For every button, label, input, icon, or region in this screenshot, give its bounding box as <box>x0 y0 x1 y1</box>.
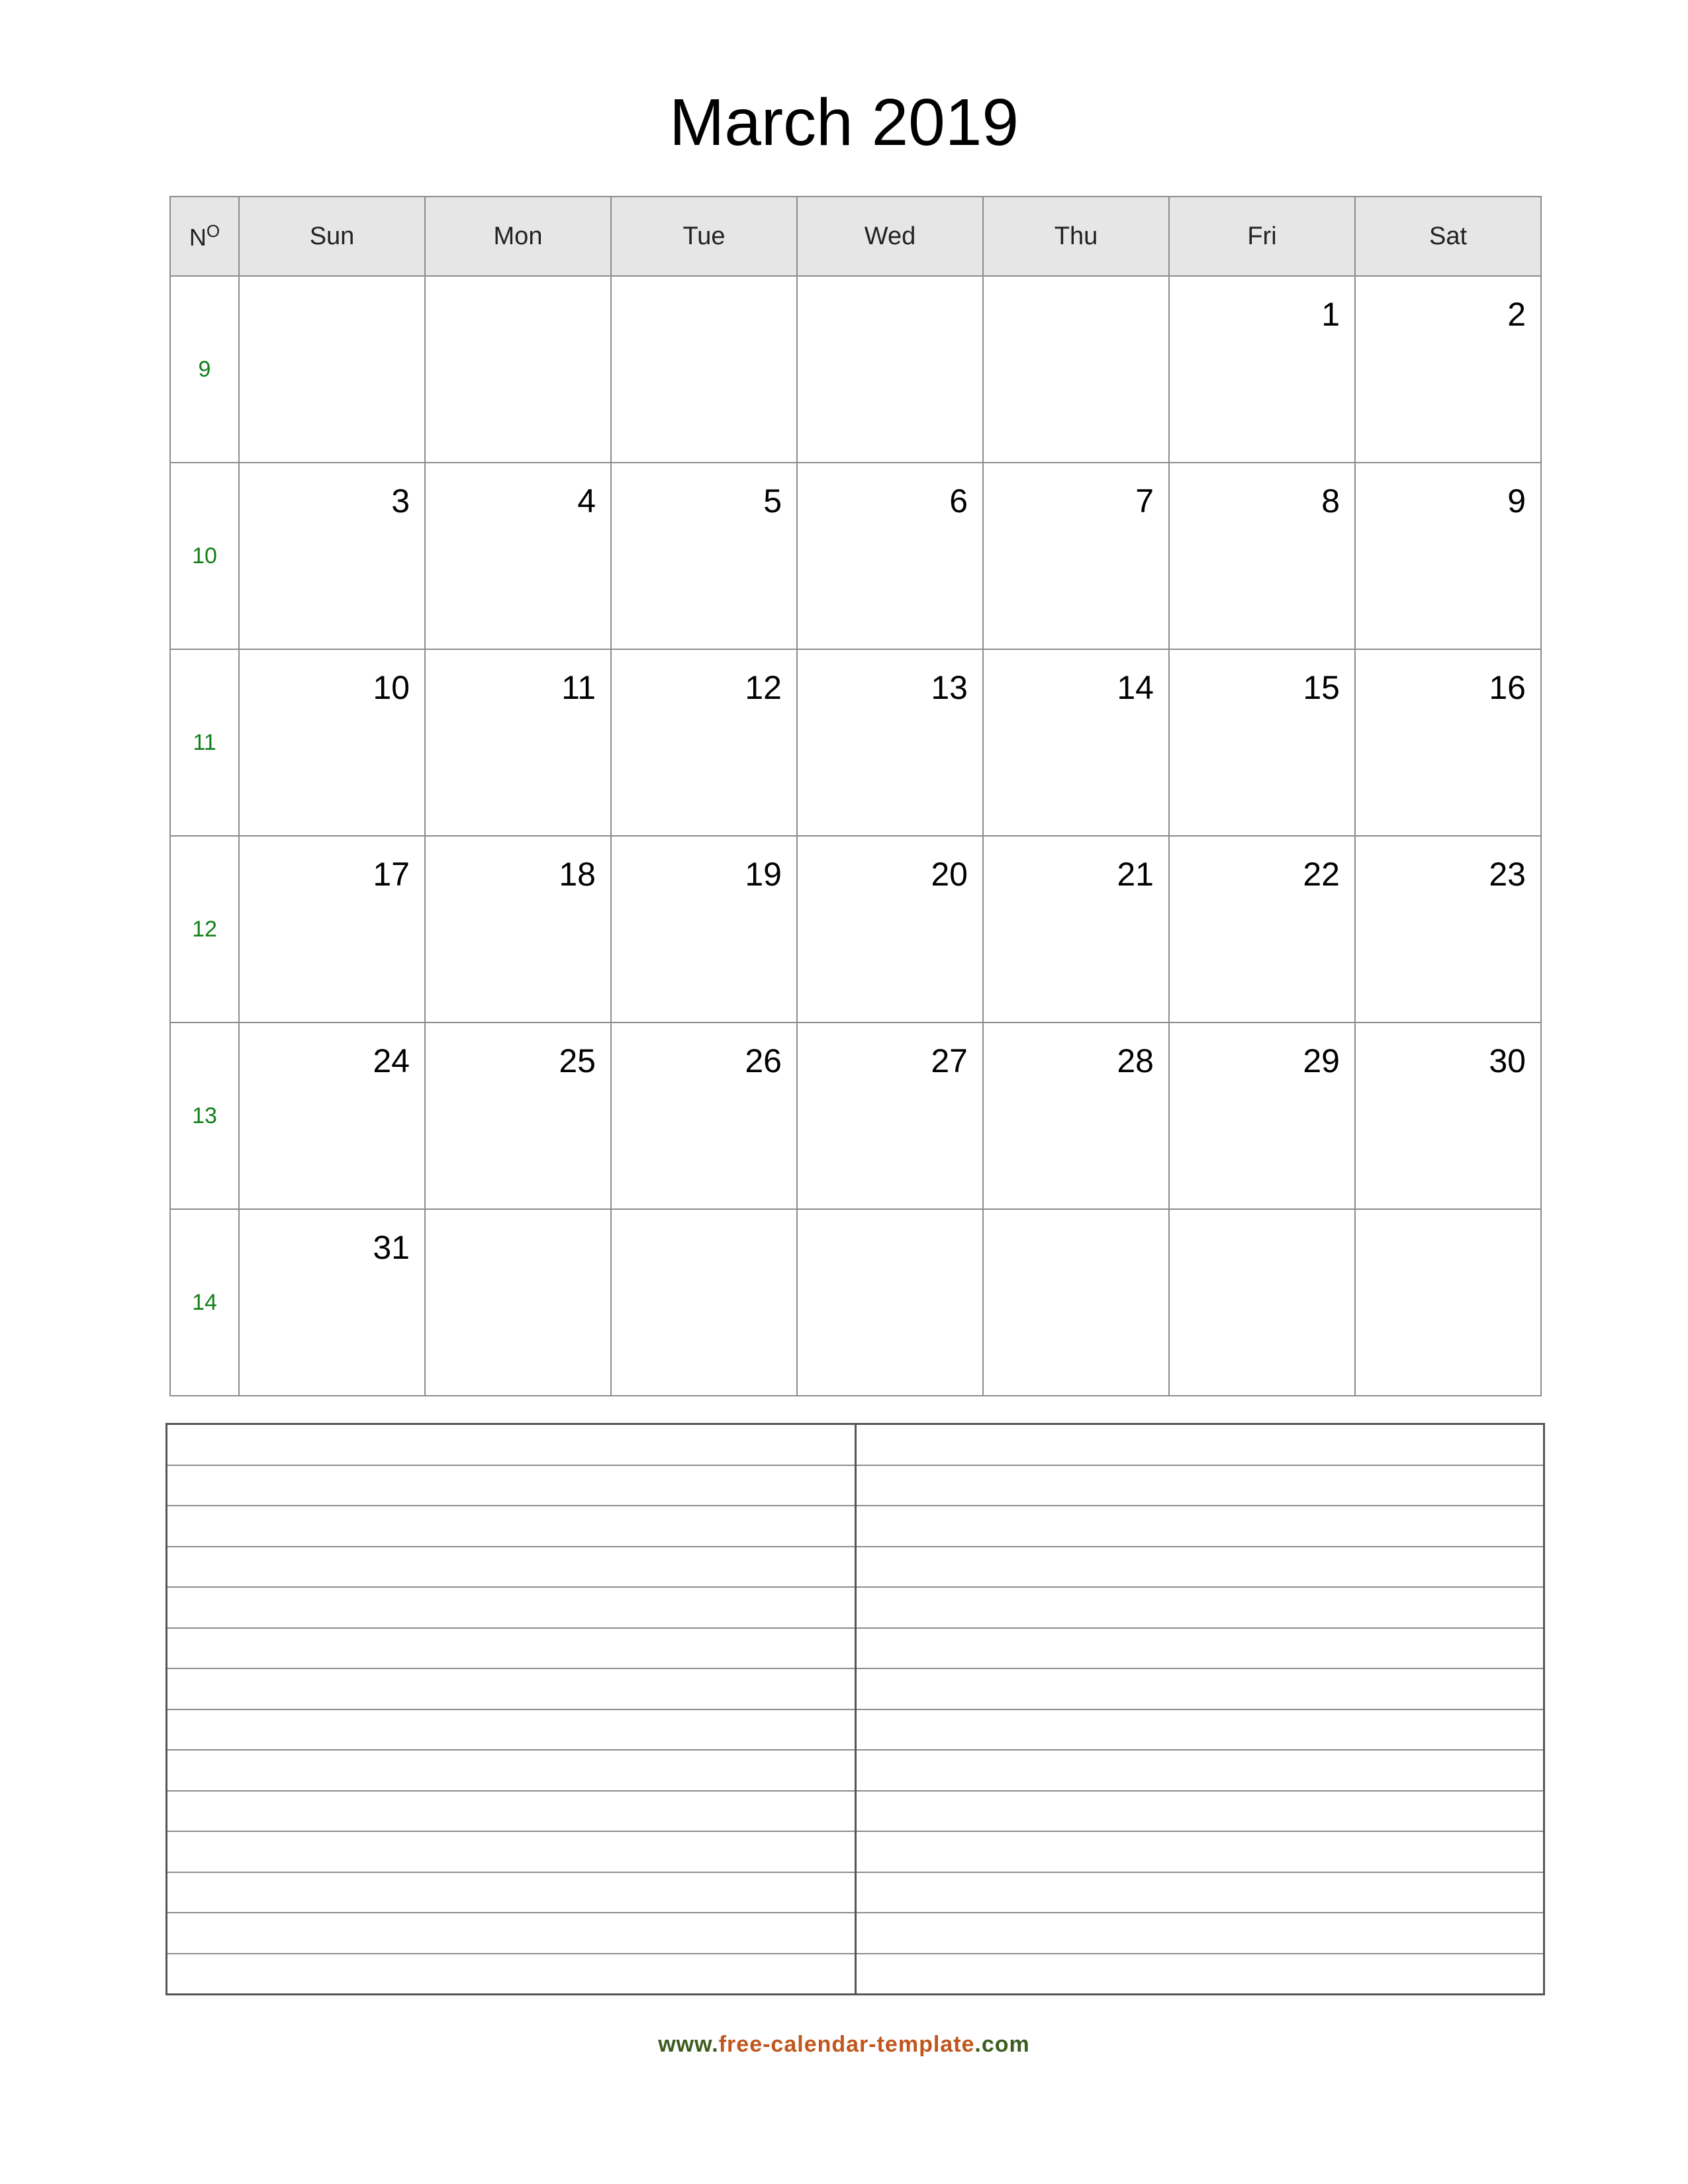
day-cell-thu[interactable] <box>983 1209 1169 1396</box>
notes-column-left <box>167 1425 857 1993</box>
day-cell-wed[interactable] <box>797 1023 983 1209</box>
day-number <box>1170 1210 1354 1231</box>
week-number-header-label: N <box>189 224 207 251</box>
day-cell-mon[interactable] <box>425 276 611 463</box>
day-number: 19 <box>745 856 782 893</box>
day-cell-tue[interactable] <box>611 836 797 1023</box>
week-row <box>170 836 1541 1023</box>
day-cell-tue[interactable] <box>611 1023 797 1209</box>
day-number: 21 <box>1117 856 1154 893</box>
day-cell-tue[interactable] <box>611 649 797 836</box>
day-number: 1 <box>1321 296 1340 333</box>
day-number: 3 <box>391 482 410 520</box>
day-number: 10 <box>373 669 410 706</box>
notes-line[interactable] <box>167 1954 855 1994</box>
notes-line[interactable] <box>167 1588 855 1629</box>
day-cell-sun[interactable] <box>239 649 425 836</box>
notes-line[interactable] <box>167 1506 855 1547</box>
notes-line[interactable] <box>167 1669 855 1710</box>
weekday-header-thu: Thu <box>983 197 1169 276</box>
footer-url-prefix: www. <box>658 2032 719 2057</box>
day-cell-mon[interactable] <box>425 463 611 649</box>
week-number: 13 <box>170 1023 239 1209</box>
day-number: 23 <box>1489 856 1526 893</box>
notes-line[interactable] <box>167 1832 855 1873</box>
notes-line[interactable] <box>167 1629 855 1670</box>
notes-line[interactable] <box>167 1873 855 1914</box>
day-number: 13 <box>931 669 968 706</box>
day-cell-fri[interactable] <box>1169 1023 1355 1209</box>
day-number: 4 <box>577 482 596 520</box>
day-number: 22 <box>1303 856 1340 893</box>
day-cell-fri[interactable] <box>1169 836 1355 1023</box>
day-number <box>984 277 1168 298</box>
day-number <box>240 277 424 298</box>
week-row <box>170 1209 1541 1396</box>
week-row <box>170 1023 1541 1209</box>
day-cell-wed[interactable] <box>797 836 983 1023</box>
notes-line[interactable] <box>857 1873 1544 1914</box>
day-cell-fri[interactable] <box>1169 649 1355 836</box>
day-cell-sun[interactable] <box>239 463 425 649</box>
notes-line[interactable] <box>857 1629 1544 1670</box>
day-cell-wed[interactable] <box>797 649 983 836</box>
day-number <box>426 277 610 298</box>
day-cell-sun[interactable] <box>239 276 425 463</box>
day-number: 18 <box>559 856 596 893</box>
day-number: 31 <box>373 1229 410 1266</box>
footer-url-name: free-calendar-template <box>718 2032 975 2057</box>
notes-line[interactable] <box>857 1751 1544 1792</box>
day-cell-sat[interactable] <box>1355 649 1541 836</box>
day-number: 28 <box>1117 1042 1154 1079</box>
day-cell-tue[interactable] <box>611 1209 797 1396</box>
day-number: 5 <box>763 482 782 520</box>
calendar-grid <box>169 196 1542 1396</box>
footer-url-suffix: .com <box>974 2032 1030 2057</box>
day-number <box>612 277 796 298</box>
day-cell-mon[interactable] <box>425 1209 611 1396</box>
notes-column-right <box>857 1425 1544 1993</box>
notes-line[interactable] <box>857 1710 1544 1751</box>
week-row <box>170 276 1541 463</box>
notes-line[interactable] <box>167 1792 855 1833</box>
day-number: 26 <box>745 1042 782 1079</box>
day-number: 11 <box>561 669 596 706</box>
day-number <box>798 277 982 298</box>
notes-line[interactable] <box>857 1913 1544 1954</box>
footer-url[interactable] <box>0 2032 1688 2058</box>
day-cell-thu[interactable] <box>983 1023 1169 1209</box>
notes-line[interactable] <box>167 1710 855 1751</box>
day-number <box>612 1210 796 1231</box>
day-number: 17 <box>373 856 410 893</box>
week-number: 14 <box>170 1209 239 1396</box>
day-number: 6 <box>949 482 968 520</box>
day-cell-sat[interactable] <box>1355 463 1541 649</box>
notes-line[interactable] <box>857 1425 1544 1466</box>
day-number <box>984 1210 1168 1231</box>
notes-line[interactable] <box>857 1588 1544 1629</box>
day-number: 30 <box>1489 1042 1526 1079</box>
notes-line[interactable] <box>167 1466 855 1507</box>
day-cell-fri[interactable] <box>1169 463 1355 649</box>
notes-line[interactable] <box>167 1913 855 1954</box>
week-number-header <box>170 197 239 276</box>
notes-line[interactable] <box>857 1506 1544 1547</box>
day-cell-tue[interactable] <box>611 276 797 463</box>
week-row <box>170 463 1541 649</box>
day-cell-sat[interactable] <box>1355 836 1541 1023</box>
notes-area <box>165 1423 1545 1995</box>
day-number: 29 <box>1303 1042 1340 1079</box>
day-number: 25 <box>559 1042 596 1079</box>
day-number: 20 <box>931 856 968 893</box>
day-cell-thu[interactable] <box>983 463 1169 649</box>
week-number-header-sup: O <box>206 221 220 241</box>
day-cell-wed[interactable] <box>797 1209 983 1396</box>
day-cell-sat[interactable] <box>1355 1023 1541 1209</box>
day-number: 14 <box>1117 669 1154 706</box>
day-number <box>798 1210 982 1231</box>
day-cell-sun[interactable] <box>239 1209 425 1396</box>
notes-line[interactable] <box>167 1425 855 1466</box>
day-cell-wed[interactable] <box>797 463 983 649</box>
day-cell-mon[interactable] <box>425 1023 611 1209</box>
week-number: 11 <box>170 649 239 836</box>
day-cell-fri[interactable] <box>1169 276 1355 463</box>
day-number: 12 <box>745 669 782 706</box>
day-number: 9 <box>1507 482 1526 520</box>
day-cell-fri[interactable] <box>1169 1209 1355 1396</box>
weekday-header-sun: Sun <box>239 197 425 276</box>
day-cell-thu[interactable] <box>983 649 1169 836</box>
day-cell-thu[interactable] <box>983 276 1169 463</box>
day-number: 8 <box>1321 482 1340 520</box>
weekday-header-wed: Wed <box>797 197 983 276</box>
week-row <box>170 649 1541 836</box>
notes-line[interactable] <box>857 1792 1544 1833</box>
notes-line[interactable] <box>857 1832 1544 1873</box>
day-cell-mon[interactable] <box>425 836 611 1023</box>
weekday-header-row <box>170 197 1541 276</box>
page-title: March 2019 <box>669 85 1019 159</box>
weekday-header-mon: Mon <box>425 197 611 276</box>
week-number: 10 <box>170 463 239 649</box>
day-number: 27 <box>931 1042 968 1079</box>
day-cell-sat[interactable] <box>1355 1209 1541 1396</box>
day-number: 2 <box>1507 296 1526 333</box>
day-cell-sat[interactable] <box>1355 276 1541 463</box>
week-number: 12 <box>170 836 239 1023</box>
day-number: 16 <box>1489 669 1526 706</box>
weekday-header-tue: Tue <box>611 197 797 276</box>
day-number <box>426 1210 610 1231</box>
notes-line[interactable] <box>167 1751 855 1792</box>
day-number <box>1356 1210 1540 1231</box>
day-number: 24 <box>373 1042 410 1079</box>
notes-line[interactable] <box>857 1954 1544 1994</box>
day-cell-sun[interactable] <box>239 1023 425 1209</box>
notes-line[interactable] <box>167 1547 855 1588</box>
day-cell-mon[interactable] <box>425 649 611 836</box>
day-cell-tue[interactable] <box>611 463 797 649</box>
weekday-header-sat: Sat <box>1355 197 1541 276</box>
day-cell-wed[interactable] <box>797 276 983 463</box>
week-number: 9 <box>170 276 239 463</box>
notes-line[interactable] <box>857 1466 1544 1507</box>
day-cell-sun[interactable] <box>239 836 425 1023</box>
weekday-header-fri: Fri <box>1169 197 1355 276</box>
notes-line[interactable] <box>857 1669 1544 1710</box>
day-number: 7 <box>1135 482 1154 520</box>
day-cell-thu[interactable] <box>983 836 1169 1023</box>
day-number: 15 <box>1303 669 1340 706</box>
notes-line[interactable] <box>857 1547 1544 1588</box>
